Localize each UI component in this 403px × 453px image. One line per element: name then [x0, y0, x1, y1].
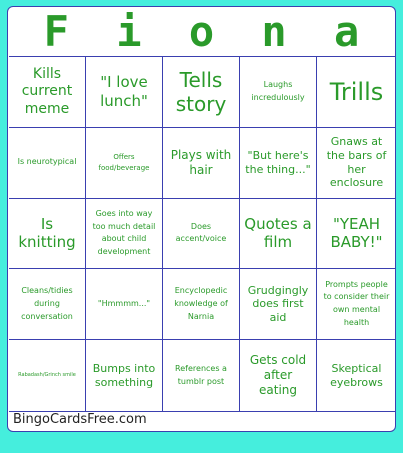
title-letter: i [116, 6, 142, 56]
bingo-cell[interactable]: Is neurotypical [9, 128, 86, 199]
bingo-cell[interactable]: Prompts people to consider their own mental health [317, 269, 396, 340]
bingo-cell[interactable]: Is knitting [9, 199, 86, 270]
bingo-cell[interactable]: Offers food/beverage [86, 128, 163, 199]
title-letter: n [261, 6, 287, 56]
bingo-cell[interactable]: Bumps into something [86, 340, 163, 411]
bingo-grid [9, 56, 396, 412]
bingo-cell[interactable]: Grudgingly does first aid [240, 269, 317, 340]
bingo-cell[interactable]: Trills [317, 57, 396, 128]
card-title [8, 7, 395, 55]
title-letter: F [43, 6, 69, 56]
bingo-cell[interactable]: "But here's the thing..." [240, 128, 317, 199]
bingo-cell[interactable]: "YEAH BABY!" [317, 199, 396, 270]
bingo-cell[interactable]: "Hmmmm..." [86, 269, 163, 340]
bingo-cell[interactable]: Cleans/tidies during conversation [9, 269, 86, 340]
bingo-cell[interactable]: Kills current meme [9, 57, 86, 128]
bingo-cell[interactable]: Skeptical eyebrows [330, 361, 383, 389]
bingo-cell[interactable]: Rabadash/Grinch smile [9, 340, 86, 411]
site-credit: BingoCardsFree.com [13, 412, 147, 427]
bingo-cell[interactable]: Gnaws at the bars of her enclosure [317, 128, 396, 199]
bingo-cell[interactable]: Plays with hair [163, 128, 240, 199]
bingo-cell[interactable]: References a tumblr post [163, 340, 240, 411]
bingo-card [7, 6, 396, 432]
bingo-cell[interactable]: Quotes a film [240, 199, 317, 270]
bingo-cell[interactable]: Tells story [163, 57, 240, 128]
bingo-cell[interactable]: Gets cold after eating [240, 340, 317, 411]
title-letter: a [334, 6, 360, 56]
bingo-cell[interactable]: Goes into way too much detail about child development [86, 199, 163, 270]
bingo-cell[interactable]: Does accent/voice [163, 199, 240, 270]
bingo-cell[interactable]: Encyclopedic knowledge of Narnia [163, 269, 240, 340]
bingo-cell[interactable]: "I love lunch" [86, 57, 163, 128]
title-letter: o [188, 6, 215, 56]
bingo-cell[interactable]: Laughs incredulously [240, 57, 317, 128]
